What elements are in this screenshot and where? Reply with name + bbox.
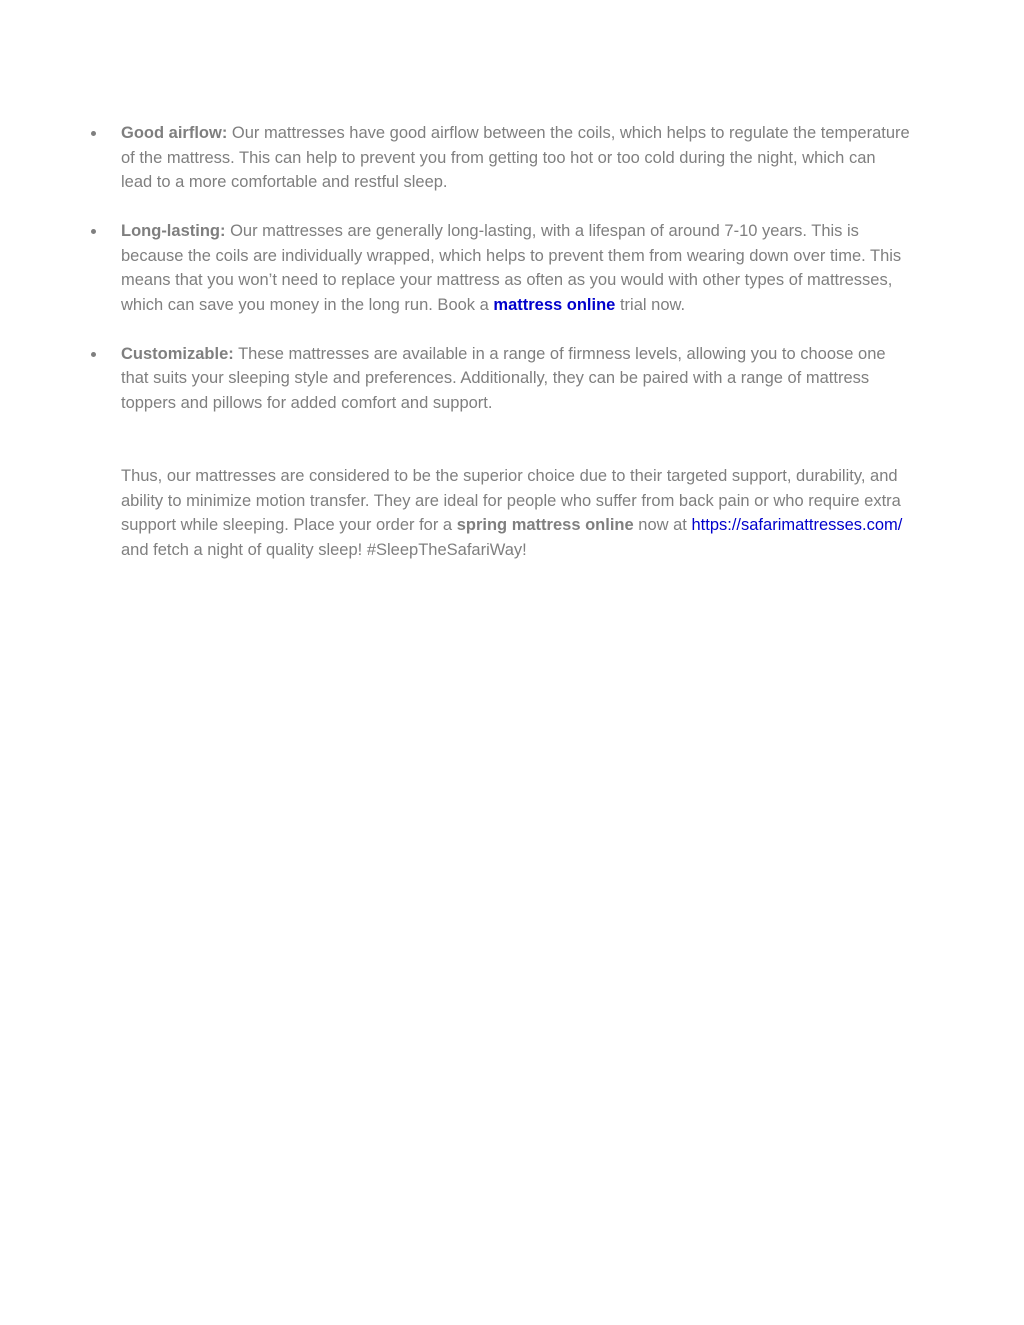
list-item-long-lasting	[121, 219, 911, 317]
website-link[interactable]: https://safarimattresses.com/	[691, 516, 903, 534]
bullet-icon	[91, 229, 96, 234]
item-text: Our mattresses are generally long-lasting, with a lifespan of around 7-10 years. This is because the coils are individually wrapped, which helps to prevent them from wearing down over time. This means that you won’t need to replace your mattress as often as you would with other types of mattresses, which can save you money in the long run. Book a	[121, 222, 902, 314]
item-title: Long-lasting:	[121, 222, 226, 240]
closing-text-2: now at	[638, 516, 687, 534]
list-item-customizable	[121, 342, 911, 416]
item-text: Our mattresses have good airflow between the coils, which helps to regulate the temperature of the mattress. This can help to prevent you from getting too hot or too cold during the night, which can lead to a more comfortable and restful sleep.	[121, 124, 910, 191]
item-text-after: trial now.	[619, 295, 686, 314]
bullet-icon	[91, 131, 96, 136]
bullet-icon	[91, 352, 96, 357]
list-item-good-airflow	[121, 121, 911, 195]
closing-text-1: Thus, our mattresses are considered to be the superior choice due to their targeted support, durability, and ability to minimize motion transfer. They are ideal for people who suffer from back pain or who require extra support while sleeping. Place your order for a	[121, 467, 901, 534]
item-text: These mattresses are available in a range of firmness levels, allowing you to choose one that suits your sleeping style and preferences. Additionally, they can be paired with a range of mattress toppers and pillows for added comfort and support.	[121, 344, 886, 412]
feature-list	[121, 121, 911, 440]
closing-bold: spring mattress online	[456, 516, 634, 534]
item-title: Customizable:	[121, 344, 234, 363]
item-title: Good airflow:	[121, 124, 228, 142]
closing-paragraph	[121, 464, 911, 562]
mattress-online-link[interactable]: mattress online	[493, 295, 616, 314]
closing-text-3: and fetch a night of quality sleep! #SleepTheSafariWay!	[121, 540, 527, 559]
